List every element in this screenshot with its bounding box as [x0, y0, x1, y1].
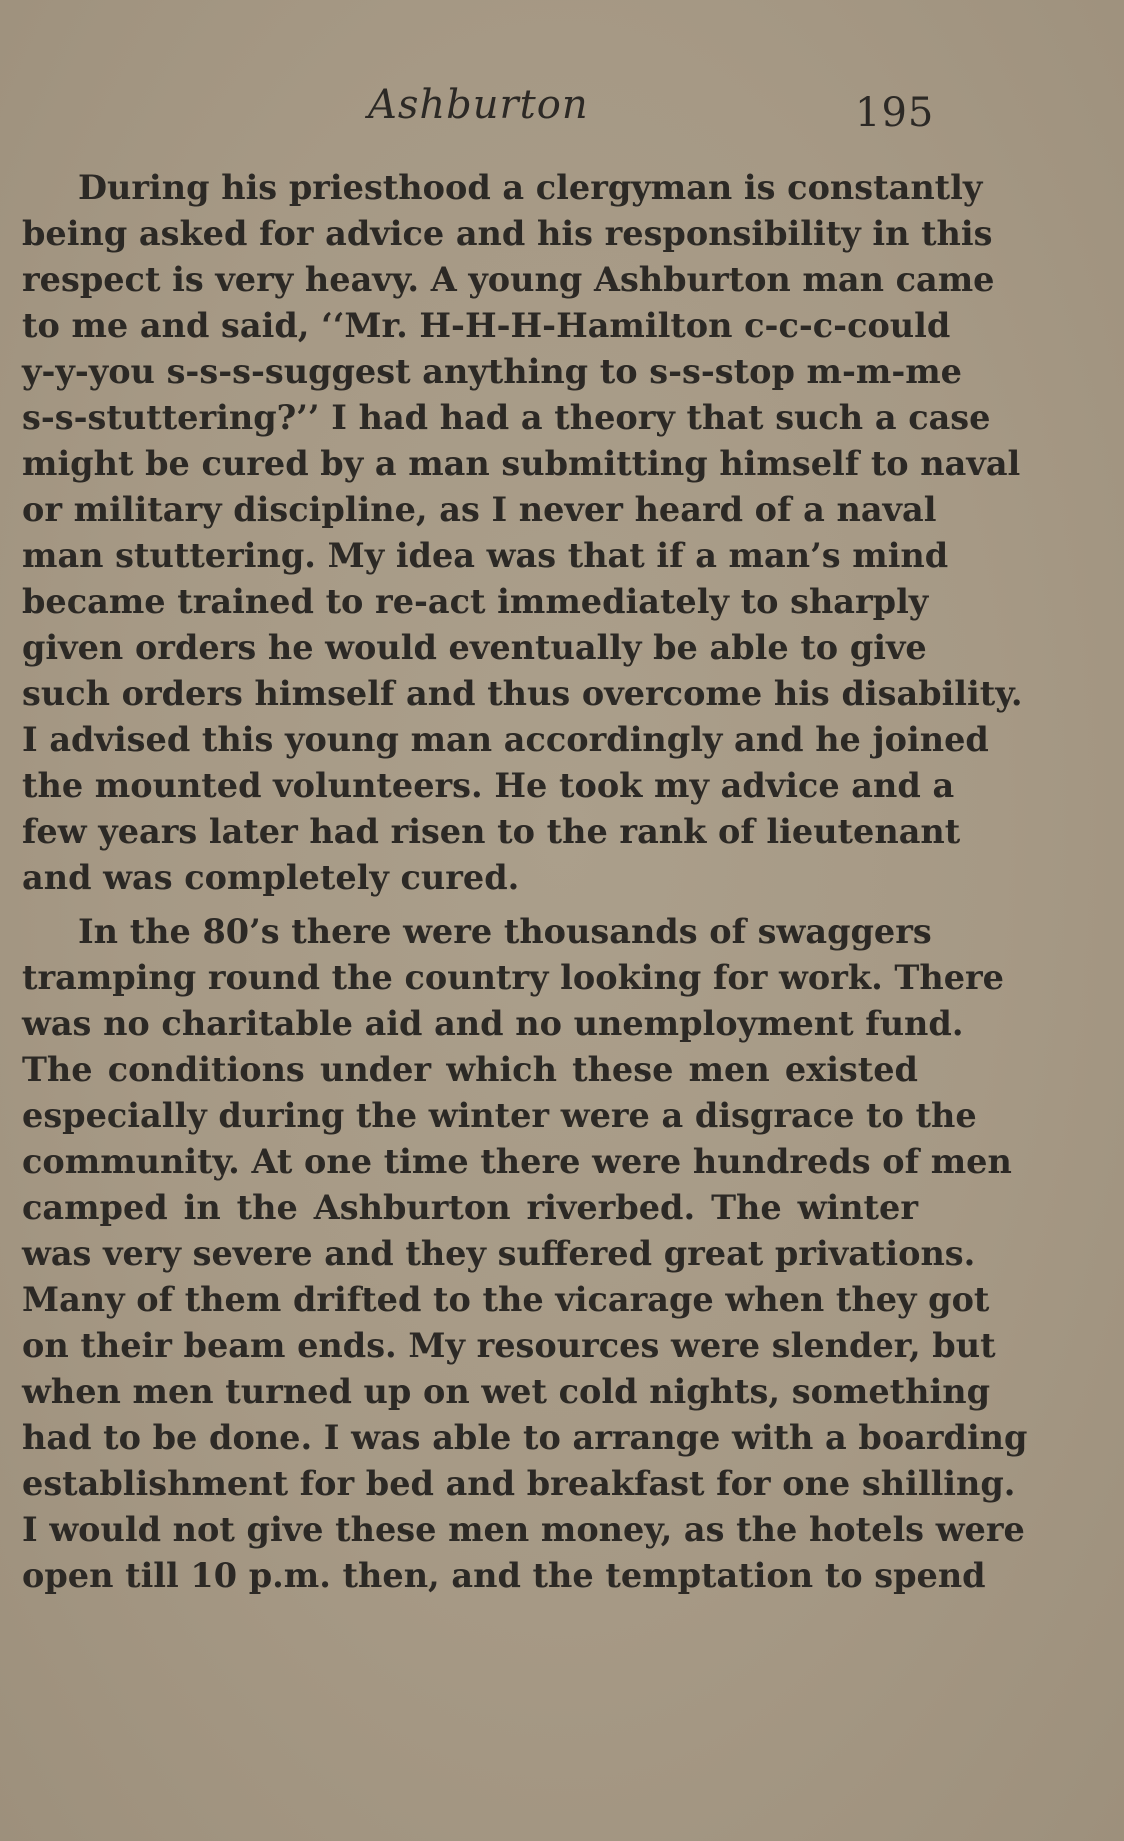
text-line: In the 80’s there were thousands of swaggers [78, 912, 932, 951]
text-line: camped in the Ashburton riverbed. The winter [22, 1188, 918, 1227]
text-line: man stuttering. My idea was that if a man’s mind [22, 536, 949, 575]
page-header [0, 82, 1124, 142]
paragraph [22, 165, 1023, 901]
text-line: During his priesthood a clergyman is constantly [78, 168, 983, 207]
paragraph-gap [22, 901, 918, 909]
text-line: had to be done. I was able to arrange with a boarding [22, 1418, 1028, 1457]
text-line: few years later had risen to the rank of lieutenant [22, 812, 961, 851]
text-line: establishment for bed and breakfast for one shilling. [22, 1464, 1016, 1503]
text-line: when men turned up on wet cold nights, something [22, 1372, 991, 1411]
text-line: or military discipline, as I never heard of a naval [22, 490, 937, 529]
running-title: Ashburton [368, 82, 589, 128]
text-line: open till 10 p.m. then, and the temptation to spend [22, 1556, 986, 1595]
page-number: 195 [855, 90, 935, 136]
text-line: might be cured by a man submitting himself to naval [22, 444, 1021, 483]
text-line: to me and said, ‘‘Mr. H-H-H-Hamilton c-c-c-could [22, 306, 951, 345]
text-line: s-s-stuttering?’’ I had had a theory that such a case [22, 398, 991, 437]
text-line: I would not give these men money, as the hotels were [22, 1510, 1025, 1549]
text-line: being asked for advice and his responsibility in this [22, 214, 993, 253]
text-line: was very severe and they suffered great privations. [22, 1234, 976, 1273]
text-line: I advised this young man accordingly and he joined [22, 720, 989, 759]
body-text [22, 165, 1028, 1599]
text-line: and was completely cured. [22, 858, 520, 897]
text-line: was no charitable aid and no unemployment fund. [22, 1004, 964, 1043]
text-line: especially during the winter were a disgrace to the [22, 1096, 977, 1135]
text-line: such orders himself and thus overcome his disability. [22, 674, 1023, 713]
text-line: on their beam ends. My resources were slender, but [22, 1326, 996, 1365]
text-line: the mounted volunteers. He took my advice and a [22, 766, 955, 805]
text-line: respect is very heavy. A young Ashburton man came [22, 260, 995, 299]
text-line: y-y-you s-s-s-suggest anything to s-s-stop m-m-me [22, 352, 962, 391]
paragraph [22, 909, 1028, 1599]
text-line: Many of them drifted to the vicarage when they got [22, 1280, 990, 1319]
text-line: given orders he would eventually be able to give [22, 628, 927, 667]
text-line: tramping round the country looking for work. There [22, 958, 1004, 997]
text-line: community. At one time there were hundreds of men [22, 1142, 1012, 1181]
text-line: became trained to re-act immediately to sharply [22, 582, 929, 621]
text-line: The conditions under which these men existed [22, 1050, 918, 1089]
